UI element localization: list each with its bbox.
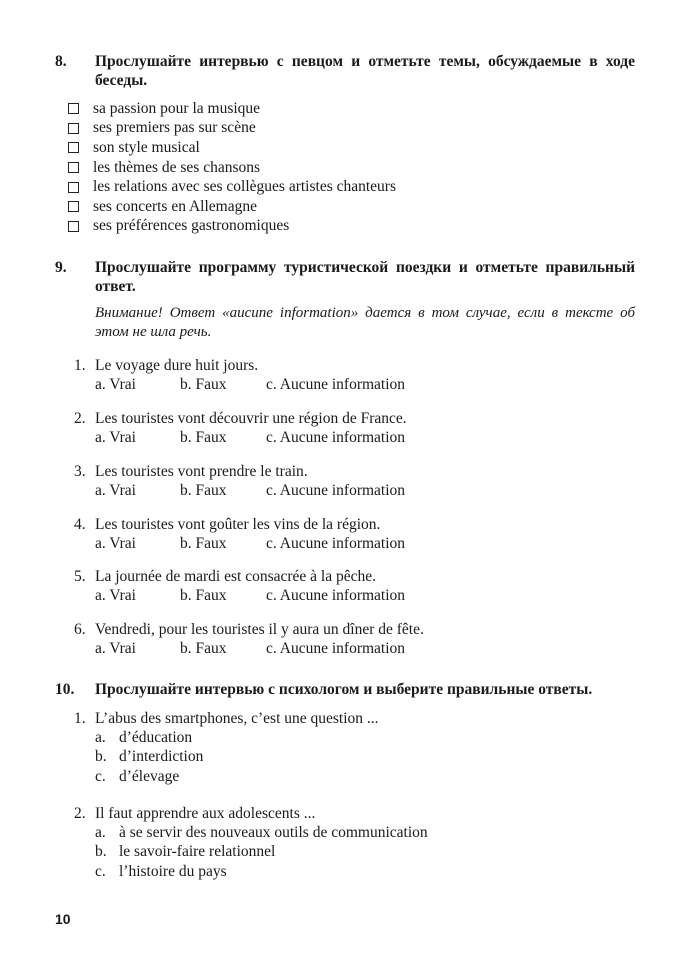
task-title: Прослушайте интервью с певцом и отметьте темы, обсуждаемые в ходе беседы. bbox=[95, 53, 635, 89]
checkbox-label: les thèmes de ses chansons bbox=[93, 158, 261, 176]
option-vrai[interactable]: a. Vrai bbox=[95, 429, 136, 446]
checkbox-list bbox=[68, 99, 635, 236]
option-text: l’histoire du pays bbox=[119, 862, 227, 880]
true-false-question bbox=[55, 620, 635, 658]
option-aucune-information[interactable]: c. Aucune information bbox=[266, 482, 406, 499]
answer-options bbox=[95, 481, 635, 500]
checkbox-icon[interactable] bbox=[68, 221, 79, 232]
answer-options bbox=[95, 428, 635, 447]
question-text: L’abus des smartphones, c’est une question ... bbox=[95, 710, 379, 727]
option-faux[interactable]: b. Faux bbox=[180, 535, 227, 552]
checkbox-icon[interactable] bbox=[68, 201, 79, 212]
checkbox-label: ses premiers pas sur scène bbox=[93, 119, 256, 137]
true-false-question bbox=[55, 462, 635, 500]
answer-option[interactable] bbox=[95, 728, 635, 747]
option-faux[interactable]: b. Faux bbox=[180, 429, 227, 446]
task-10-heading bbox=[55, 680, 635, 699]
checkbox-icon[interactable] bbox=[68, 142, 79, 153]
question-number: 2. bbox=[74, 805, 86, 822]
checkbox-label: son style musical bbox=[93, 138, 200, 156]
answer-option[interactable] bbox=[95, 823, 635, 842]
true-false-question bbox=[55, 567, 635, 605]
option-aucune-information[interactable]: c. Aucune information bbox=[266, 376, 406, 393]
option-text: d’éducation bbox=[119, 729, 193, 746]
question-number: 3. bbox=[74, 463, 86, 480]
checkbox-label: ses préférences gastronomiques bbox=[93, 217, 290, 235]
task-number: 8. bbox=[55, 53, 67, 70]
task-10 bbox=[55, 680, 635, 699]
checkbox-item[interactable] bbox=[68, 197, 635, 217]
option-faux[interactable]: b. Faux bbox=[180, 376, 227, 393]
checkbox-item[interactable] bbox=[68, 177, 635, 197]
option-letter: c. bbox=[95, 767, 106, 785]
answer-option[interactable] bbox=[95, 862, 635, 881]
checkbox-label: ses concerts en Allemagne bbox=[93, 197, 257, 215]
option-aucune-information[interactable]: c. Aucune information bbox=[266, 535, 406, 552]
question-number: 6. bbox=[74, 621, 86, 638]
task-8 bbox=[55, 52, 635, 236]
question-number: 1. bbox=[74, 710, 86, 727]
task-title: Прослушайте интервью с психологом и выберите правильные ответы. bbox=[95, 681, 593, 698]
option-vrai[interactable]: a. Vrai bbox=[95, 535, 136, 552]
answer-options bbox=[95, 586, 635, 605]
question-number: 4. bbox=[74, 516, 86, 533]
option-aucune-information[interactable]: c. Aucune information bbox=[266, 640, 406, 657]
checkbox-item[interactable] bbox=[68, 217, 635, 237]
option-vrai[interactable]: a. Vrai bbox=[95, 482, 136, 499]
answer-options bbox=[95, 534, 635, 553]
checkbox-label: les relations avec ses collègues artistes chanteurs bbox=[93, 178, 396, 196]
page-number: 10 bbox=[55, 911, 71, 927]
question-number: 1. bbox=[74, 357, 86, 374]
option-faux[interactable]: b. Faux bbox=[180, 482, 227, 499]
true-false-question bbox=[55, 356, 635, 394]
checkbox-item[interactable] bbox=[68, 158, 635, 178]
checkbox-item[interactable] bbox=[68, 99, 635, 119]
answer-option[interactable] bbox=[95, 767, 635, 786]
checkbox-item[interactable] bbox=[68, 138, 635, 158]
answer-options bbox=[95, 639, 635, 658]
question-text: Les touristes vont prendre le train. bbox=[95, 463, 308, 480]
multiple-choice-question bbox=[55, 709, 635, 786]
task-9-heading bbox=[55, 258, 635, 296]
option-letter: c. bbox=[95, 862, 106, 880]
answer-option[interactable] bbox=[95, 747, 635, 766]
task-number: 9. bbox=[55, 259, 67, 276]
question-text: Le voyage dure huit jours. bbox=[95, 357, 259, 374]
option-faux[interactable]: b. Faux bbox=[180, 587, 227, 604]
option-text: d’interdiction bbox=[119, 748, 204, 766]
task-8-heading bbox=[55, 52, 635, 90]
checkbox-item[interactable] bbox=[68, 119, 635, 139]
option-aucune-information[interactable]: c. Aucune information bbox=[266, 587, 406, 604]
option-faux[interactable]: b. Faux bbox=[180, 640, 227, 657]
question-text: Vendredi, pour les touristes il y aura un dîner de fête. bbox=[95, 621, 424, 638]
option-letter: b. bbox=[95, 748, 107, 766]
option-letter: b. bbox=[95, 843, 107, 861]
question-number: 2. bbox=[74, 410, 86, 427]
option-aucune-information[interactable]: c. Aucune information bbox=[266, 429, 406, 446]
question-number: 5. bbox=[74, 568, 86, 585]
option-vrai[interactable]: a. Vrai bbox=[95, 587, 136, 604]
answer-options bbox=[95, 375, 635, 394]
option-text: d’élevage bbox=[119, 767, 180, 785]
question-text: La journée de mardi est consacrée à la pêche. bbox=[95, 568, 376, 585]
checkbox-label: sa passion pour la musique bbox=[93, 99, 261, 117]
option-vrai[interactable]: a. Vrai bbox=[95, 376, 136, 393]
checkbox-icon[interactable] bbox=[68, 103, 79, 114]
true-false-question bbox=[55, 409, 635, 447]
checkbox-icon[interactable] bbox=[68, 123, 79, 134]
question-text: Les touristes vont goûter les vins de la région. bbox=[95, 516, 381, 533]
true-false-question bbox=[55, 515, 635, 553]
task-title: Прослушайте программу туристической поездки и отметьте правильный ответ. bbox=[95, 259, 635, 295]
answer-option[interactable] bbox=[95, 842, 635, 861]
task-number: 10. bbox=[55, 681, 75, 698]
option-text: le savoir-faire relationnel bbox=[119, 843, 276, 861]
task-note: Внимание! Ответ «aucune information» дается в том случае, если в тексте об этом не шла речь. bbox=[95, 305, 635, 340]
multiple-choice-question bbox=[55, 804, 635, 881]
option-vrai[interactable]: a. Vrai bbox=[95, 640, 136, 657]
checkbox-icon[interactable] bbox=[68, 162, 79, 173]
question-text: Les touristes vont découvrir une région de France. bbox=[95, 410, 407, 427]
task-9 bbox=[55, 258, 635, 342]
option-letter: a. bbox=[95, 824, 106, 841]
option-letter: a. bbox=[95, 729, 106, 746]
option-text: à se servir des nouveaux outils de communication bbox=[119, 824, 428, 841]
question-text: Il faut apprendre aux adolescents ... bbox=[95, 805, 316, 822]
checkbox-icon[interactable] bbox=[68, 182, 79, 193]
